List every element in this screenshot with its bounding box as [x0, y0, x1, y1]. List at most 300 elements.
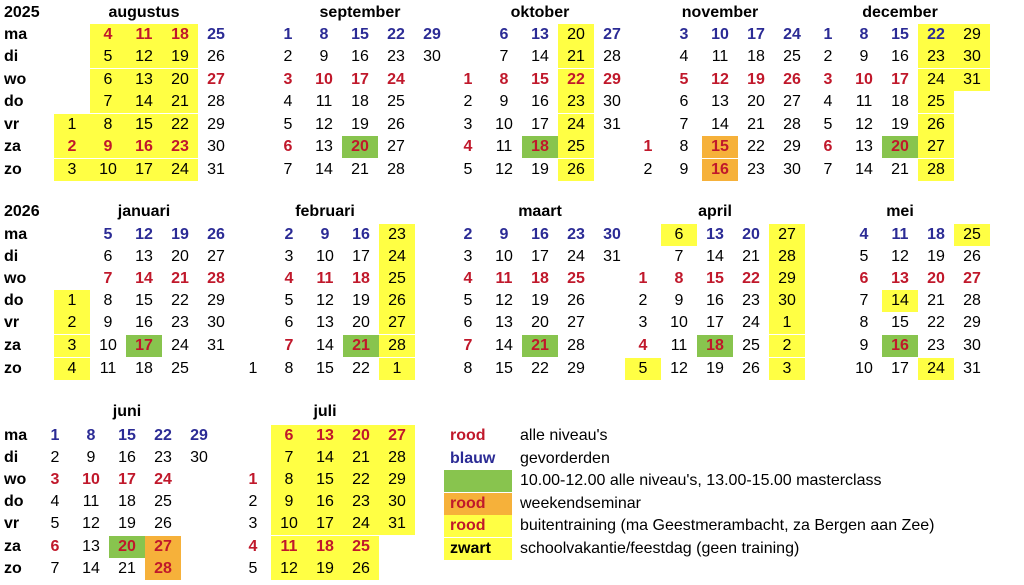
day-cell: 30 [954, 46, 990, 68]
day-cell: 17 [352, 248, 370, 265]
day-cell: 14 [135, 270, 153, 287]
day-cell: 31 [603, 116, 621, 133]
day-cell: 23 [379, 224, 415, 246]
day-cell: 29 [963, 314, 981, 331]
day-cell: 27 [769, 224, 805, 246]
day-cell: 30 [783, 161, 801, 178]
day-cell: 22 [927, 314, 945, 331]
day-cell: 23 [558, 91, 594, 113]
day-label: za [4, 337, 21, 354]
day-cell: 30 [207, 314, 225, 331]
day-cell: 16 [891, 48, 909, 65]
day-cell: 16 [352, 226, 370, 243]
day-cell: 21 [747, 116, 765, 133]
day-cell: 20 [742, 226, 760, 243]
day-cell: 10 [315, 71, 333, 88]
day-cell: 27 [783, 93, 801, 110]
legend-swatch: rood [450, 427, 486, 444]
day-cell: 18 [162, 24, 198, 46]
day-cell: 25 [387, 93, 405, 110]
day-cell: 11 [855, 93, 873, 110]
day-cell: 27 [603, 26, 621, 43]
day-cell: 12 [315, 116, 333, 133]
day-cell: 5 [679, 71, 689, 88]
day-label: di [4, 248, 19, 265]
day-cell: 1 [643, 138, 653, 155]
day-cell: 5 [823, 116, 833, 133]
day-cell: 30 [963, 337, 981, 354]
day-cell: 12 [495, 161, 513, 178]
day-cell: 19 [162, 46, 198, 68]
day-label: do [4, 292, 24, 309]
day-cell: 3 [638, 314, 648, 331]
day-cell: 14 [82, 560, 100, 577]
day-cell: 17 [126, 335, 162, 357]
day-cell: 17 [118, 471, 136, 488]
day-cell: 6 [103, 248, 113, 265]
day-cell: 24 [567, 248, 585, 265]
day-label: zo [4, 161, 22, 178]
day-cell: 20 [558, 24, 594, 46]
day-cell: 12 [316, 292, 334, 309]
day-cell: 23 [171, 314, 189, 331]
day-cell: 26 [154, 515, 172, 532]
month-title: december [862, 4, 938, 21]
day-cell: 26 [387, 116, 405, 133]
day-cell: 30 [603, 93, 621, 110]
day-cell: 7 [674, 248, 684, 265]
day-cell: 17 [307, 513, 343, 535]
day-cell: 20 [109, 536, 145, 558]
day-cell: 3 [284, 248, 294, 265]
day-cell: 22 [742, 270, 760, 287]
day-cell: 24 [783, 26, 801, 43]
day-cell: 19 [927, 248, 945, 265]
day-cell: 24 [918, 358, 954, 380]
day-cell: 27 [918, 136, 954, 158]
day-cell: 13 [531, 26, 549, 43]
day-cell: 25 [154, 493, 172, 510]
day-cell: 10 [495, 116, 513, 133]
day-cell: 28 [379, 335, 415, 357]
day-cell: 23 [387, 48, 405, 65]
day-cell: 7 [463, 337, 473, 354]
day-cell: 5 [859, 248, 869, 265]
day-cell: 14 [316, 337, 334, 354]
day-cell: 6 [283, 138, 293, 155]
day-cell: 4 [463, 138, 473, 155]
day-cell: 7 [50, 560, 60, 577]
day-cell: 12 [670, 360, 688, 377]
day-cell: 8 [319, 26, 329, 43]
day-cell: 28 [145, 558, 181, 580]
month-title: september [319, 4, 401, 21]
legend-swatch: rood [444, 515, 512, 537]
day-cell: 26 [963, 248, 981, 265]
day-cell: 7 [283, 161, 293, 178]
day-cell: 1 [283, 26, 293, 43]
day-cell: 28 [379, 447, 415, 469]
day-cell: 23 [742, 292, 760, 309]
day-cell: 28 [567, 337, 585, 354]
day-cell: 18 [135, 360, 153, 377]
day-cell: 27 [145, 536, 181, 558]
day-cell: 22 [558, 69, 594, 91]
day-cell: 1 [463, 71, 473, 88]
day-label: za [4, 138, 21, 155]
day-cell: 16 [351, 48, 369, 65]
day-cell: 5 [248, 560, 258, 577]
day-cell: 7 [90, 91, 126, 113]
day-cell: 8 [674, 270, 684, 287]
day-cell: 3 [463, 248, 473, 265]
day-cell: 14 [882, 290, 918, 312]
day-cell: 6 [679, 93, 689, 110]
day-cell: 9 [319, 48, 329, 65]
day-cell: 28 [207, 93, 225, 110]
day-cell: 19 [171, 226, 189, 243]
day-cell: 9 [320, 226, 330, 243]
day-cell: 4 [638, 337, 648, 354]
day-cell: 12 [891, 248, 909, 265]
day-cell: 27 [207, 248, 225, 265]
day-cell: 22 [352, 360, 370, 377]
day-cell: 31 [603, 248, 621, 265]
day-cell: 23 [162, 136, 198, 158]
day-cell: 13 [891, 270, 909, 287]
day-cell: 24 [387, 71, 405, 88]
day-cell: 9 [271, 491, 307, 513]
day-cell: 3 [283, 71, 293, 88]
day-cell: 18 [351, 93, 369, 110]
day-cell: 25 [171, 360, 189, 377]
legend-text: schoolvakantie/feestdag (geen training) [520, 539, 800, 557]
day-cell: 30 [190, 449, 208, 466]
day-cell: 29 [769, 268, 805, 290]
day-cell: 22 [531, 360, 549, 377]
day-cell: 12 [855, 116, 873, 133]
day-cell: 23 [747, 161, 765, 178]
day-cell: 19 [706, 360, 724, 377]
day-cell: 15 [351, 26, 369, 43]
day-cell: 10 [99, 337, 117, 354]
day-cell: 28 [918, 159, 954, 181]
day-cell: 3 [50, 471, 60, 488]
day-label: ma [4, 226, 28, 243]
day-cell: 3 [769, 358, 805, 380]
day-cell: 25 [343, 536, 379, 558]
day-cell: 21 [927, 292, 945, 309]
day-cell: 25 [783, 48, 801, 65]
day-cell: 4 [283, 93, 293, 110]
legend-swatch: blauw [450, 449, 496, 467]
day-cell: 15 [316, 360, 334, 377]
legend-text: buitentraining (ma Geestmerambacht, za Bergen aan Zee) [520, 517, 935, 534]
day-cell: 25 [918, 91, 954, 113]
day-cell: 13 [316, 314, 334, 331]
day-cell: 29 [207, 116, 225, 133]
day-cell: 6 [823, 138, 833, 155]
day-cell: 15 [118, 427, 136, 444]
day-cell: 13 [126, 69, 162, 91]
day-cell: 11 [495, 270, 513, 287]
day-cell: 11 [891, 226, 909, 243]
day-cell: 15 [702, 136, 738, 158]
day-cell: 30 [207, 138, 225, 155]
day-cell: 12 [126, 46, 162, 68]
day-cell: 10 [82, 471, 100, 488]
day-cell: 3 [823, 71, 833, 88]
day-cell: 27 [379, 312, 415, 334]
day-cell: 24 [162, 159, 198, 181]
day-cell: 12 [495, 292, 513, 309]
day-cell: 14 [126, 91, 162, 113]
day-cell: 15 [531, 71, 549, 88]
day-cell: 3 [54, 335, 90, 357]
day-cell: 30 [603, 226, 621, 243]
day-cell: 14 [495, 337, 513, 354]
day-label: za [4, 538, 21, 555]
day-cell: 18 [522, 136, 558, 158]
day-cell: 29 [567, 360, 585, 377]
day-cell: 11 [316, 270, 334, 287]
day-cell: 5 [284, 292, 294, 309]
day-cell: 23 [154, 449, 172, 466]
day-cell: 15 [495, 360, 513, 377]
day-cell: 11 [271, 536, 307, 558]
legend-swatch: rood [444, 493, 512, 515]
day-cell: 19 [531, 292, 549, 309]
day-cell: 9 [499, 226, 509, 243]
day-cell: 9 [103, 314, 113, 331]
day-cell: 8 [463, 360, 473, 377]
day-cell: 7 [679, 116, 689, 133]
day-cell: 2 [769, 335, 805, 357]
day-cell: 4 [54, 358, 90, 380]
day-cell: 17 [891, 360, 909, 377]
day-cell: 12 [271, 558, 307, 580]
day-cell: 7 [284, 337, 294, 354]
day-cell: 16 [531, 93, 549, 110]
day-label: zo [4, 360, 22, 377]
day-cell: 22 [171, 292, 189, 309]
month-title: februari [295, 203, 355, 220]
day-cell: 12 [711, 71, 729, 88]
day-cell: 6 [661, 224, 697, 246]
day-cell: 16 [702, 159, 738, 181]
day-cell: 8 [679, 138, 689, 155]
day-cell: 2 [643, 161, 653, 178]
day-cell: 27 [207, 71, 225, 88]
day-cell: 7 [499, 48, 509, 65]
day-cell: 11 [126, 24, 162, 46]
day-cell: 6 [284, 314, 294, 331]
day-cell: 16 [118, 449, 136, 466]
day-cell: 8 [284, 360, 294, 377]
day-cell: 8 [859, 26, 869, 43]
day-cell: 19 [118, 515, 136, 532]
day-cell: 27 [963, 270, 981, 287]
day-cell: 13 [135, 248, 153, 265]
day-cell: 7 [859, 292, 869, 309]
day-cell: 10 [495, 248, 513, 265]
day-cell: 3 [463, 116, 473, 133]
day-cell: 18 [352, 270, 370, 287]
day-cell: 18 [747, 48, 765, 65]
day-cell: 29 [603, 71, 621, 88]
day-cell: 16 [882, 335, 918, 357]
day-cell: 26 [918, 114, 954, 136]
day-cell: 13 [315, 138, 333, 155]
day-cell: 15 [891, 314, 909, 331]
day-label: di [4, 48, 19, 65]
day-cell: 31 [207, 161, 225, 178]
day-cell: 11 [99, 360, 117, 377]
day-cell: 25 [742, 337, 760, 354]
day-cell: 10 [670, 314, 688, 331]
day-cell: 26 [207, 48, 225, 65]
day-cell: 2 [54, 312, 90, 334]
day-cell: 14 [706, 248, 724, 265]
day-cell: 13 [706, 226, 724, 243]
day-cell: 10 [90, 159, 126, 181]
day-cell: 19 [747, 71, 765, 88]
day-cell: 8 [499, 71, 509, 88]
day-cell: 29 [207, 292, 225, 309]
day-cell: 2 [638, 292, 648, 309]
day-cell: 25 [207, 26, 225, 43]
day-cell: 9 [859, 48, 869, 65]
day-cell: 20 [531, 314, 549, 331]
day-cell: 1 [248, 360, 258, 377]
day-cell: 17 [706, 314, 724, 331]
day-cell: 21 [162, 91, 198, 113]
day-cell: 17 [126, 159, 162, 181]
day-cell: 6 [271, 425, 307, 447]
day-cell: 13 [495, 314, 513, 331]
day-cell: 4 [859, 226, 869, 243]
day-cell: 4 [50, 493, 60, 510]
day-cell: 17 [531, 248, 549, 265]
day-cell: 29 [954, 24, 990, 46]
day-cell: 22 [918, 24, 954, 46]
day-cell: 2 [823, 48, 833, 65]
day-cell: 11 [82, 493, 100, 510]
day-cell: 5 [50, 515, 60, 532]
day-cell: 4 [679, 48, 689, 65]
day-cell: 9 [674, 292, 684, 309]
day-label: wo [4, 71, 27, 88]
day-cell: 17 [747, 26, 765, 43]
day-cell: 8 [90, 114, 126, 136]
day-cell: 14 [855, 161, 873, 178]
day-cell: 5 [283, 116, 293, 133]
day-cell: 28 [207, 270, 225, 287]
day-cell: 6 [50, 538, 60, 555]
day-cell: 28 [603, 48, 621, 65]
day-cell: 2 [463, 93, 473, 110]
day-cell: 20 [927, 270, 945, 287]
day-cell: 21 [171, 270, 189, 287]
day-cell: 26 [742, 360, 760, 377]
day-cell: 29 [190, 427, 208, 444]
day-cell: 13 [82, 538, 100, 555]
legend-swatch: zwart [444, 538, 512, 560]
day-cell: 1 [54, 290, 90, 312]
day-cell: 21 [343, 335, 379, 357]
day-cell: 18 [927, 226, 945, 243]
day-cell: 24 [558, 114, 594, 136]
day-cell: 20 [352, 314, 370, 331]
day-cell: 10 [271, 513, 307, 535]
day-cell: 20 [342, 136, 378, 158]
month-title: juni [112, 403, 142, 420]
day-cell: 26 [343, 558, 379, 580]
day-cell: 4 [284, 270, 294, 287]
day-cell: 10 [711, 26, 729, 43]
day-cell: 29 [379, 469, 415, 491]
day-cell: 24 [171, 337, 189, 354]
day-cell: 4 [463, 270, 473, 287]
day-cell: 19 [351, 116, 369, 133]
day-cell: 7 [271, 447, 307, 469]
day-cell: 18 [531, 270, 549, 287]
day-cell: 10 [855, 71, 873, 88]
legend-text: alle niveau's [520, 427, 608, 444]
day-cell: 1 [54, 114, 90, 136]
year-label: 2025 [4, 4, 40, 21]
month-title: juli [313, 403, 337, 420]
day-label: zo [4, 560, 22, 577]
day-cell: 20 [171, 248, 189, 265]
day-cell: 17 [351, 71, 369, 88]
day-cell: 1 [769, 312, 805, 334]
day-cell: 24 [379, 246, 415, 268]
day-cell: 19 [531, 161, 549, 178]
day-cell: 28 [387, 161, 405, 178]
day-cell: 23 [918, 46, 954, 68]
day-label: wo [4, 471, 27, 488]
day-cell: 13 [711, 93, 729, 110]
day-cell: 25 [567, 270, 585, 287]
day-cell: 19 [352, 292, 370, 309]
day-cell: 6 [859, 270, 869, 287]
day-cell: 16 [531, 226, 549, 243]
day-cell: 24 [918, 69, 954, 91]
day-cell: 7 [103, 270, 113, 287]
day-cell: 5 [90, 46, 126, 68]
legend-text: 10.00-12.00 alle niveau's, 13.00-15.00 masterclass [520, 472, 882, 489]
day-cell: 11 [315, 93, 333, 110]
day-cell: 25 [379, 268, 415, 290]
day-cell: 1 [248, 471, 258, 488]
day-cell: 31 [954, 69, 990, 91]
day-cell: 30 [423, 48, 441, 65]
day-cell: 18 [118, 493, 136, 510]
day-cell: 26 [207, 226, 225, 243]
day-cell: 25 [954, 224, 990, 246]
day-cell: 23 [343, 491, 379, 513]
day-label: di [4, 449, 19, 466]
day-cell: 31 [207, 337, 225, 354]
day-cell: 29 [783, 138, 801, 155]
day-cell: 2 [284, 226, 294, 243]
day-cell: 22 [154, 427, 172, 444]
day-cell: 7 [823, 161, 833, 178]
month-title: mei [886, 203, 914, 220]
day-cell: 21 [343, 447, 379, 469]
day-cell: 22 [387, 26, 405, 43]
